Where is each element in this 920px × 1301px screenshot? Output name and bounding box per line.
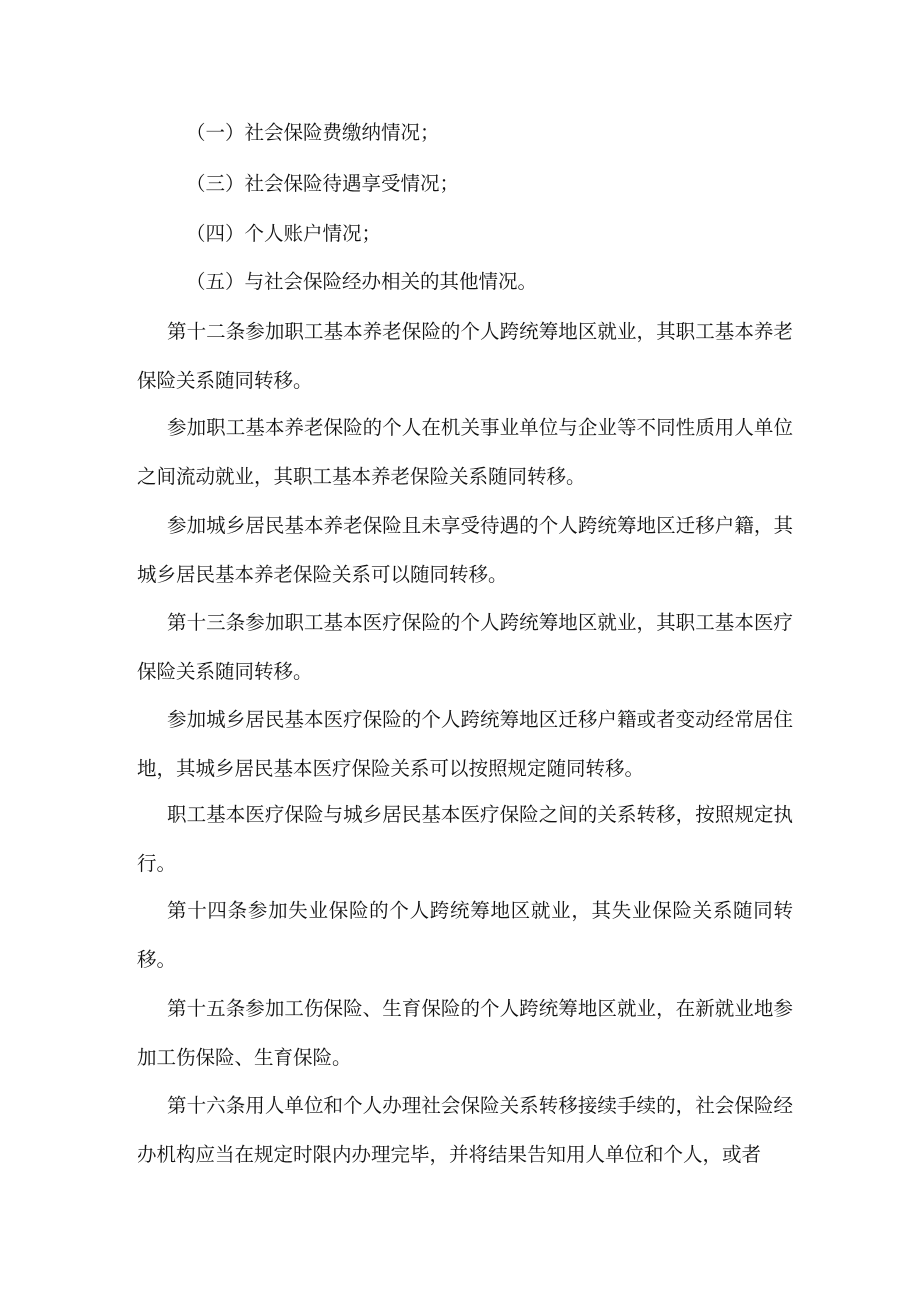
article-12-paragraph: 第十二条参加职工基本养老保险的个人跨统筹地区就业，其职工基本养老保险关系随同转移。 — [137, 320, 793, 392]
list-item-4: （四）个人账户情况； — [186, 222, 382, 245]
article-13-paragraph-3: 职工基本医疗保险与城乡居民基本医疗保险之间的关系转移，按照规定执行。 — [137, 803, 793, 875]
article-14-paragraph: 第十四条参加失业保险的个人跨统筹地区就业，其失业保险关系随同转移。 — [137, 899, 793, 971]
list-item-3: （三）社会保险待遇享受情况； — [186, 172, 460, 195]
article-13-paragraph-2: 参加城乡居民基本医疗保险的个人跨统筹地区迁移户籍或者变动经常居住地，其城乡居民基本医疗保险关系可以按照规定随同转移。 — [137, 708, 793, 780]
list-item-5: （五）与社会保险经办相关的其他情况。 — [186, 270, 538, 293]
article-13-paragraph: 第十三条参加职工基本医疗保险的个人跨统筹地区就业，其职工基本医疗保险关系随同转移。 — [137, 611, 793, 683]
article-15-paragraph: 第十五条参加工伤保险、生育保险的个人跨统筹地区就业，在新就业地参加工伤保险、生育保险。 — [137, 997, 793, 1069]
article-12-paragraph-3: 参加城乡居民基本养老保险且未享受待遇的个人跨统筹地区迁移户籍，其城乡居民基本养老保险关系可以随同转移。 — [137, 514, 793, 586]
article-16-paragraph: 第十六条用人单位和个人办理社会保险关系转移接续手续的，社会保险经办机构应当在规定时限内办理完毕，并将结果告知用人单位和个人，或者 — [137, 1094, 793, 1166]
article-12-paragraph-2: 参加职工基本养老保险的个人在机关事业单位与企业等不同性质用人单位之间流动就业，其职工基本养老保险关系随同转移。 — [137, 416, 793, 488]
list-item-1: （一）社会保险费缴纳情况； — [186, 121, 440, 144]
